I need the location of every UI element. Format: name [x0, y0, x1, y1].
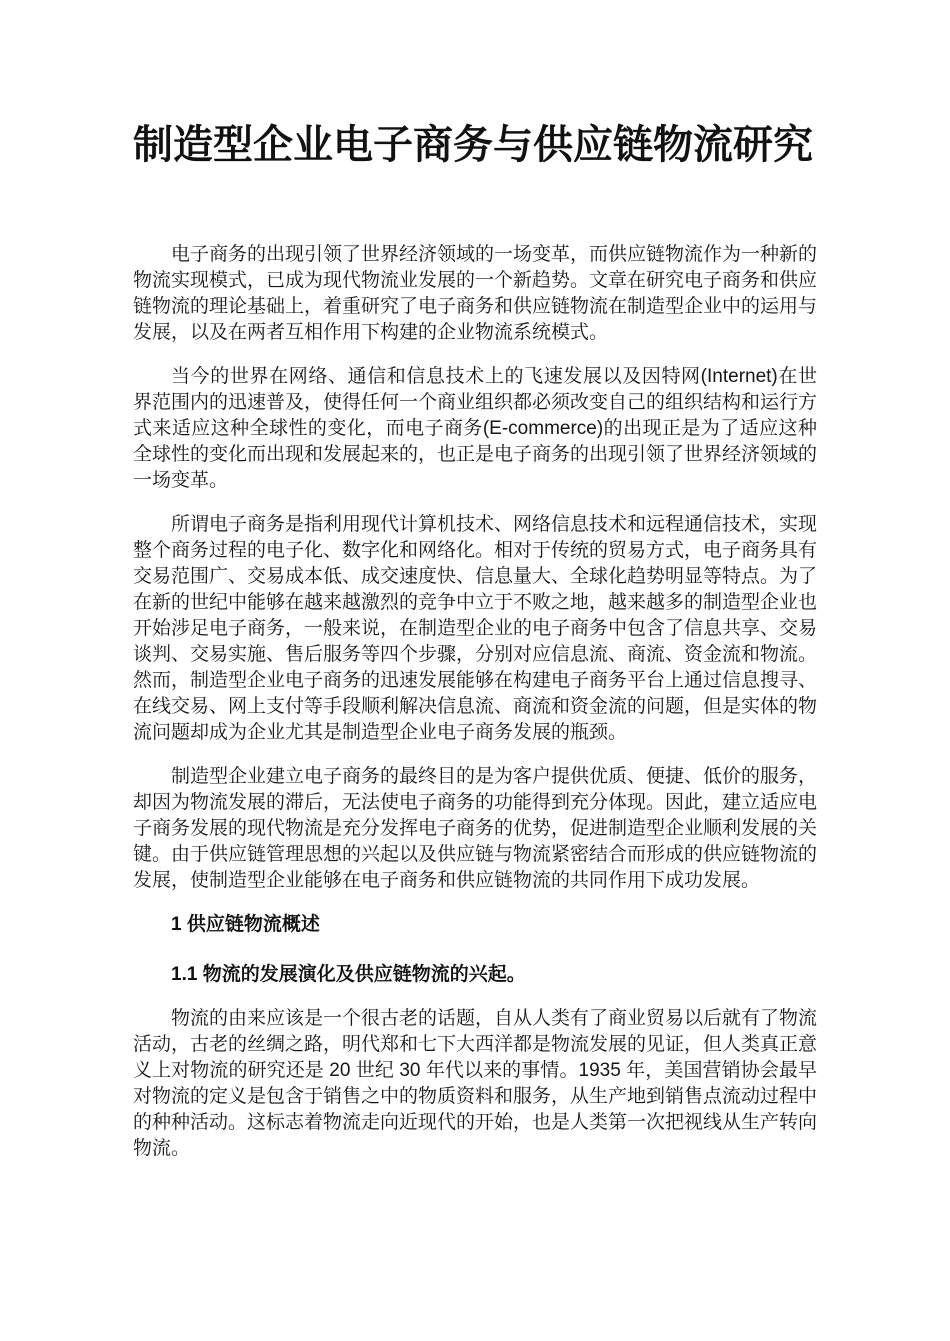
section-heading-1-1: 1.1 物流的发展演化及供应链物流的兴起。 — [171, 964, 526, 985]
paragraph-logistics-history: 物流的由来应该是一个很古老的话题，自从人类有了商业贸易以后就有了物流活动，古老的丝绸之路，明代郑和七下大西洋都是物流发展的见证，但人类真正意义上对物流的研究还是 20 世纪 30 年代以来的事情。1935 年，美国营销协会最早对物流的定义是包含于销售之中的物质资料和服务，从生产地到销售点流动过程中的种种活动。这标志着物流走向近现代的开始，也是人类第一次把视线从生产转向物流。 — [133, 1008, 818, 1159]
document-title: 制造型企业电子商务与供应链物流研究 — [133, 123, 813, 167]
paragraph-abstract: 电子商务的出现引领了世界经济领域的一场变革，而供应链物流作为一种新的物流实现模式，已成为现代物流业发展的一个新趋势。文章在研究电子商务和供应链物流的理论基础上，着重研究了电子商务和供应链物流在制造型企业中的运用与发展，以及在两者互相作用下构建的企业物流系统模式。 — [133, 244, 818, 343]
document-content — [133, 0, 817, 1162]
paragraph-ecommerce-definition: 所谓电子商务是指利用现代计算机技术、网络信息技术和远程通信技术，实现整个商务过程的电子化、数字化和网络化。相对于传统的贸易方式，电子商务具有交易范围广、交易成本低、成交速度快、信息量大、全球化趋势明显等特点。为了在新的世纪中能够在越来越激烈的竞争中立于不败之地，越来越多的制造型企业也开始涉足电子商务，一般来说，在制造型企业的电子商务中包含了信息共享、交易谈判、交易实施、售后服务等四个步骤，分别对应信息流、商流、资金流和物流。然而，制造型企业电子商务的迅速发展能够在构建电子商务平台上通过信息搜寻、在线交易、网上支付等手段顺利解决信息流、商流和资金流的问题，但是实体的物流问题却成为企业尤其是制造型企业电子商务发展的瓶颈。 — [133, 514, 818, 743]
section-heading-1: 1 供应链物流概述 — [171, 914, 320, 935]
paragraph-intro-ecommerce: 当今的世界在网络、通信和信息技术上的飞速发展以及因特网(Internet)在世界范围内的迅速普及，使得任何一个商业组织都必须改变自己的组织结构和运行方式来适应这种全球性的变化，而电子商务(E-commerce)的出现正是为了适应这种全球性的变化而出现和发展起来的，也正是电子商务的出现引领了世界经济领域的一场变革。 — [133, 366, 818, 491]
paragraph-logistics-bottleneck: 制造型企业建立电子商务的最终目的是为客户提供优质、便捷、低价的服务，却因为物流发展的滞后，无法使电子商务的功能得到充分体现。因此，建立适应电子商务发展的现代物流是充分发挥电子商务的优势，促进制造型企业顺利发展的关键。由于供应链管理思想的兴起以及供应链与物流紧密结合而形成的供应链物流的发展，使制造型企业能够在电子商务和供应链物流的共同作用下成功发展。 — [133, 766, 818, 891]
